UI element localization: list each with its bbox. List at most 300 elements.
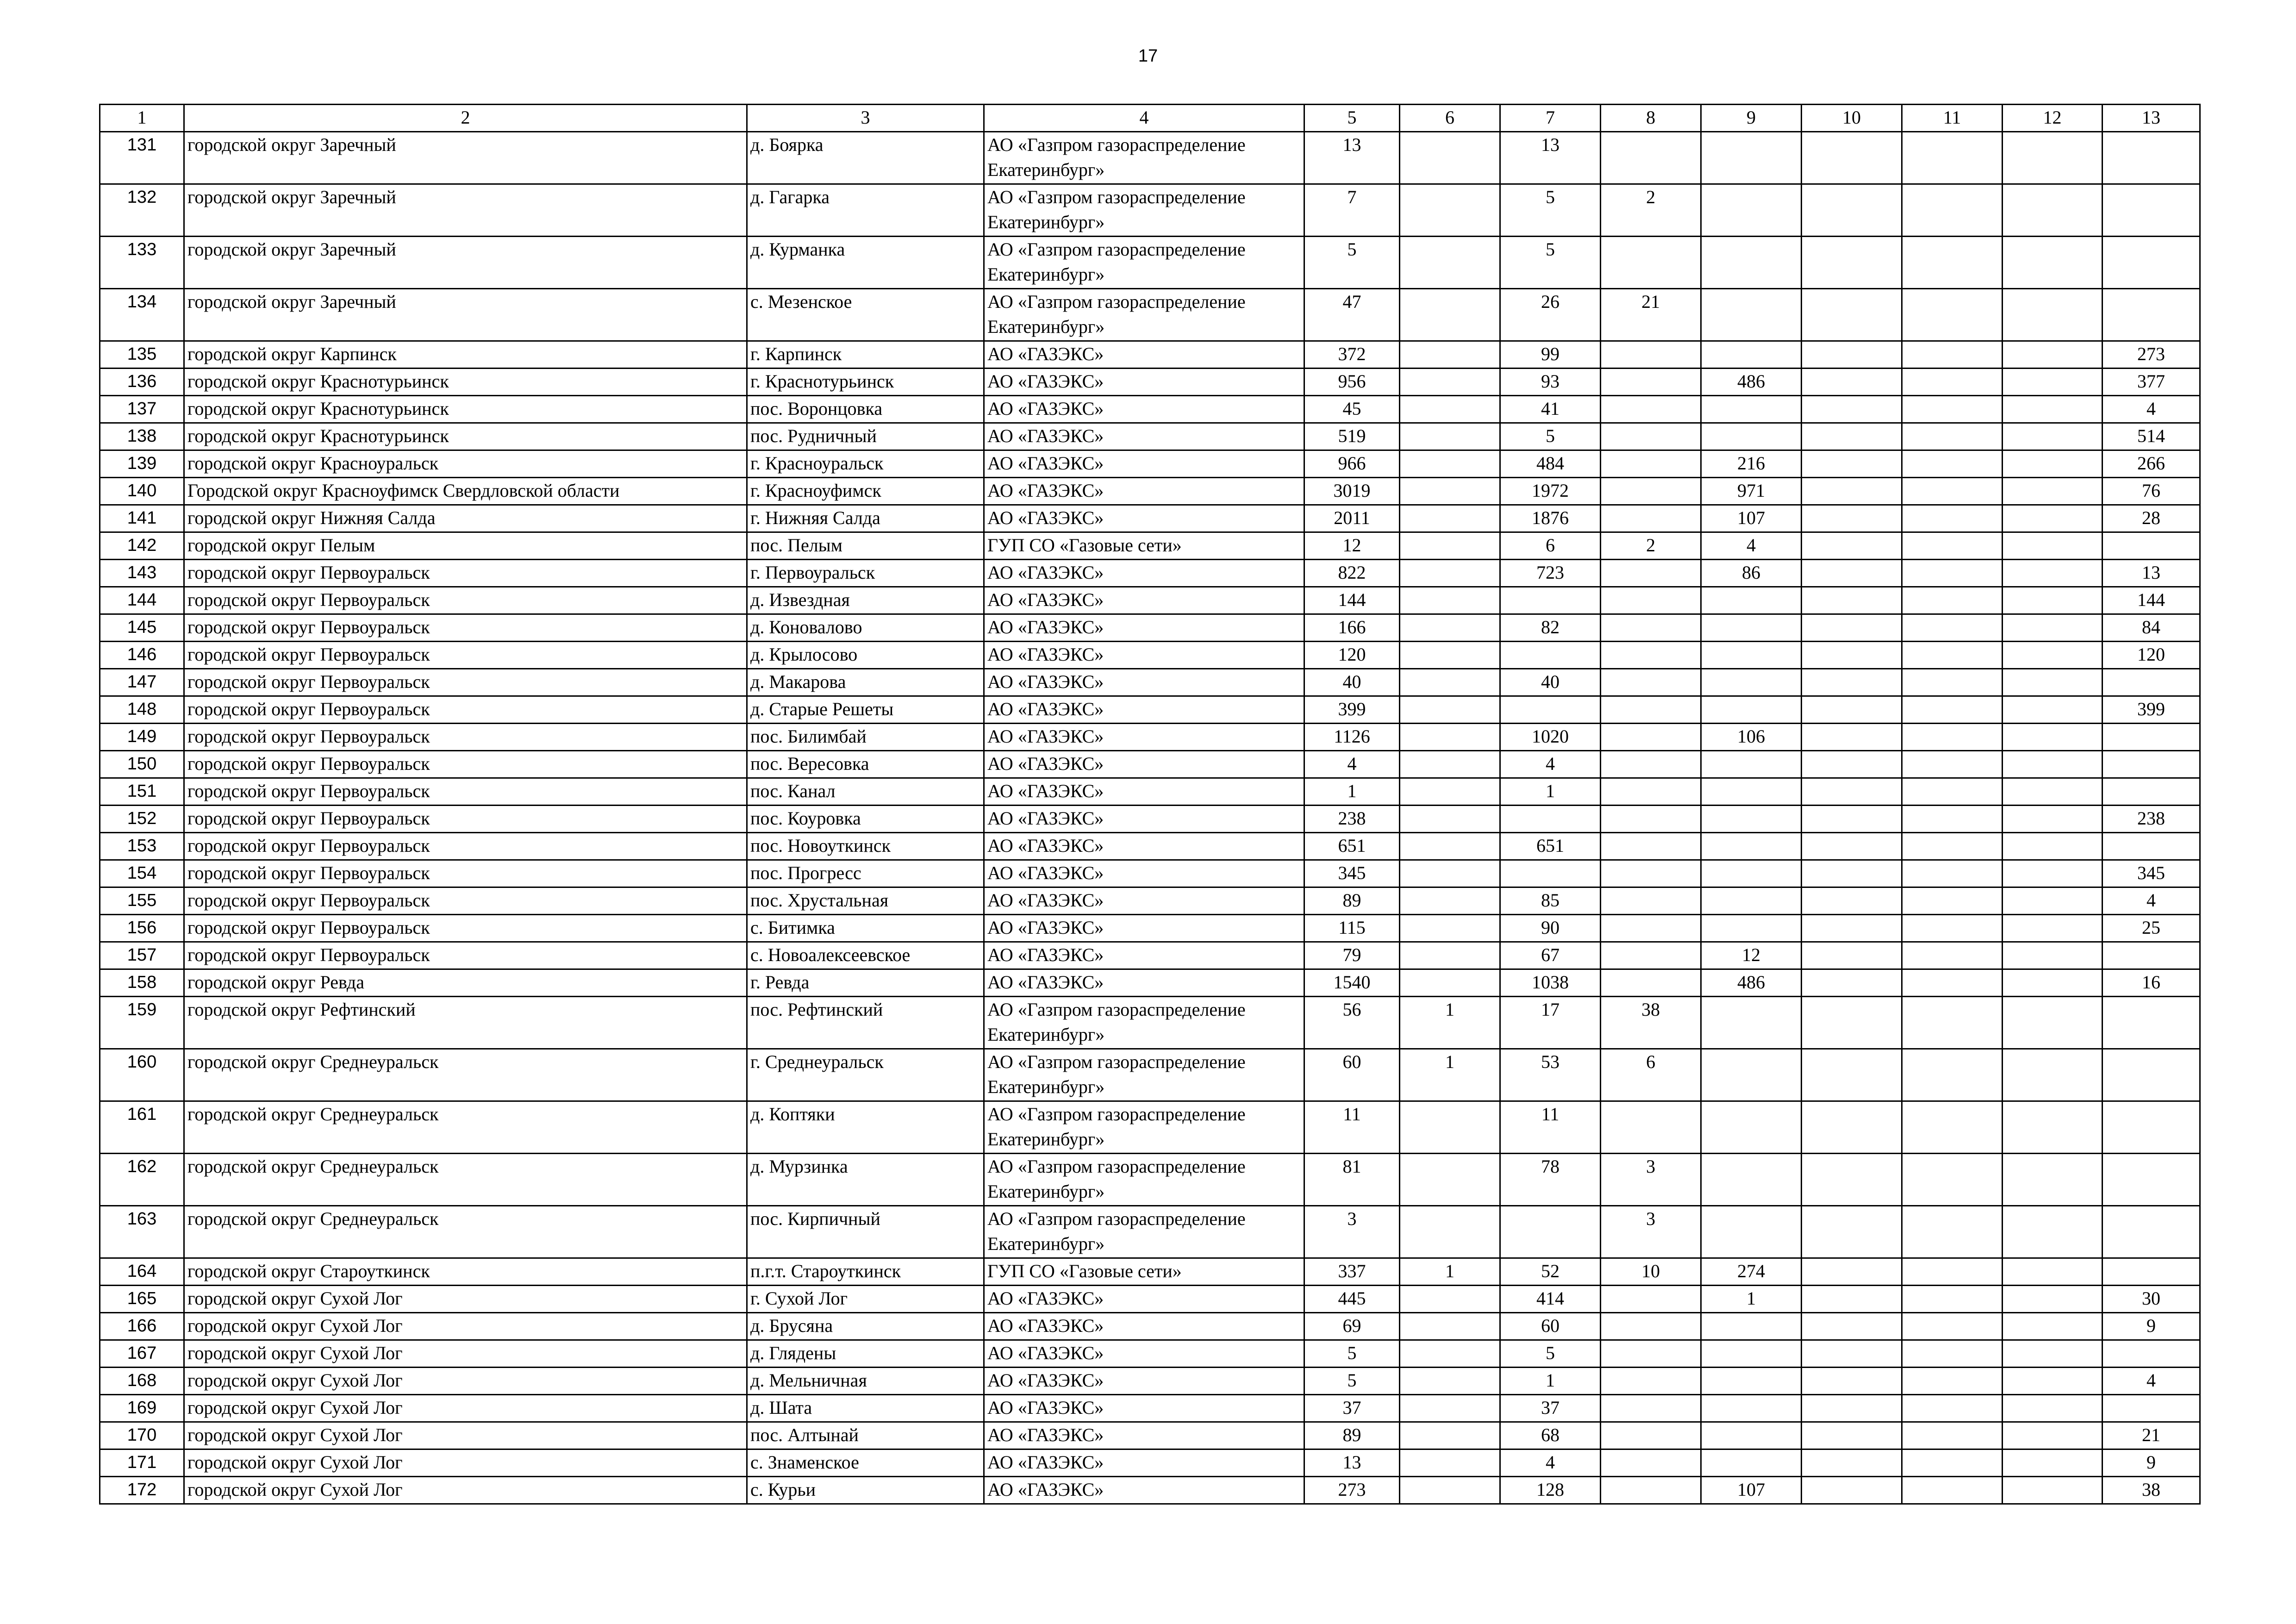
col11-cell — [1902, 1313, 2003, 1340]
row-number-cell: 136 — [100, 369, 184, 396]
col8-cell — [1601, 860, 1701, 887]
organization-cell: АО «ГАЗЭКС» — [984, 860, 1304, 887]
col6-cell — [1400, 614, 1500, 642]
municipality-cell: городской округ Первоуральск — [184, 860, 747, 887]
col11-cell — [1902, 833, 2003, 860]
col8-cell — [1601, 423, 1701, 450]
col6-cell — [1400, 560, 1500, 587]
column-number: 13 — [2103, 105, 2200, 132]
col12-cell — [2003, 532, 2103, 560]
row-number-cell: 143 — [100, 560, 184, 587]
col8-cell: 2 — [1601, 184, 1701, 237]
col13-cell: 25 — [2103, 915, 2200, 942]
col13-cell — [2103, 751, 2200, 778]
col10-cell — [1802, 642, 1902, 669]
col11-cell — [1902, 860, 2003, 887]
col8-cell — [1601, 1395, 1701, 1422]
col13-cell — [2103, 833, 2200, 860]
municipality-cell: Городской округ Красноуфимск Свердловской области — [184, 478, 747, 505]
row-number-cell: 159 — [100, 997, 184, 1049]
municipality-cell: городской округ Сухой Лог — [184, 1286, 747, 1313]
col6-cell: 1 — [1400, 1049, 1500, 1101]
col9-cell: 4 — [1701, 532, 1802, 560]
col13-cell: 514 — [2103, 423, 2200, 450]
settlement-cell: д. Коновалово — [747, 614, 984, 642]
row-number-cell: 170 — [100, 1422, 184, 1449]
col12-cell — [2003, 614, 2103, 642]
table-row — [100, 1422, 2200, 1449]
col9-cell — [1701, 1422, 1802, 1449]
municipality-cell: городской округ Краснотурьинск — [184, 369, 747, 396]
col5-cell: 956 — [1304, 369, 1400, 396]
col7-cell: 5 — [1500, 423, 1601, 450]
row-number-cell: 154 — [100, 860, 184, 887]
col5-cell: 56 — [1304, 997, 1400, 1049]
col12-cell — [2003, 1368, 2103, 1395]
col11-cell — [1902, 1395, 2003, 1422]
table-row — [100, 1313, 2200, 1340]
organization-cell: АО «Газпром газораспределение Екатеринбург» — [984, 1154, 1304, 1206]
column-number: 6 — [1400, 105, 1500, 132]
row-number-cell: 133 — [100, 237, 184, 289]
column-number: 5 — [1304, 105, 1400, 132]
col10-cell — [1802, 1049, 1902, 1101]
col6-cell — [1400, 642, 1500, 669]
col6-cell — [1400, 751, 1500, 778]
organization-cell: АО «ГАЗЭКС» — [984, 614, 1304, 642]
row-number-cell: 142 — [100, 532, 184, 560]
col8-cell — [1601, 587, 1701, 614]
col6-cell — [1400, 915, 1500, 942]
col6-cell — [1400, 1477, 1500, 1504]
col13-cell: 4 — [2103, 887, 2200, 915]
municipality-cell: городской округ Первоуральск — [184, 614, 747, 642]
col5-cell: 966 — [1304, 450, 1400, 478]
col13-cell — [2103, 532, 2200, 560]
organization-cell: АО «ГАЗЭКС» — [984, 806, 1304, 833]
column-number-row — [100, 105, 2200, 132]
col10-cell — [1802, 860, 1902, 887]
table-row — [100, 751, 2200, 778]
settlement-cell: пос. Коуровка — [747, 806, 984, 833]
col13-cell: 38 — [2103, 1477, 2200, 1504]
organization-cell: АО «ГАЗЭКС» — [984, 341, 1304, 369]
col10-cell — [1802, 132, 1902, 184]
col8-cell — [1601, 614, 1701, 642]
row-number-cell: 147 — [100, 669, 184, 696]
municipality-cell: городской округ Староуткинск — [184, 1258, 747, 1286]
col10-cell — [1802, 1422, 1902, 1449]
col10-cell — [1802, 184, 1902, 237]
col8-cell: 3 — [1601, 1154, 1701, 1206]
municipality-cell: городской округ Заречный — [184, 132, 747, 184]
col8-cell — [1601, 915, 1701, 942]
col11-cell — [1902, 1049, 2003, 1101]
col6-cell — [1400, 1422, 1500, 1449]
col12-cell — [2003, 724, 2103, 751]
municipality-cell: городской округ Заречный — [184, 289, 747, 341]
col9-cell — [1701, 642, 1802, 669]
col10-cell — [1802, 696, 1902, 724]
gasification-table — [99, 104, 2201, 1505]
col7-cell: 60 — [1500, 1313, 1601, 1340]
col5-cell: 89 — [1304, 887, 1400, 915]
municipality-cell: городской округ Ревда — [184, 969, 747, 997]
col7-cell: 37 — [1500, 1395, 1601, 1422]
row-number-cell: 162 — [100, 1154, 184, 1206]
col5-cell: 372 — [1304, 341, 1400, 369]
col11-cell — [1902, 778, 2003, 806]
col5-cell: 115 — [1304, 915, 1400, 942]
col13-cell: 4 — [2103, 1368, 2200, 1395]
col7-cell: 1 — [1500, 778, 1601, 806]
col7-cell: 128 — [1500, 1477, 1601, 1504]
municipality-cell: городской округ Пелым — [184, 532, 747, 560]
municipality-cell: городской округ Красноуральск — [184, 450, 747, 478]
col9-cell — [1701, 341, 1802, 369]
row-number-cell: 139 — [100, 450, 184, 478]
col6-cell — [1400, 132, 1500, 184]
col9-cell — [1701, 915, 1802, 942]
col8-cell — [1601, 1477, 1701, 1504]
col6-cell — [1400, 1313, 1500, 1340]
col6-cell — [1400, 860, 1500, 887]
col7-cell: 53 — [1500, 1049, 1601, 1101]
table-row — [100, 1340, 2200, 1368]
col10-cell — [1802, 997, 1902, 1049]
col9-cell — [1701, 1340, 1802, 1368]
row-number-cell: 165 — [100, 1286, 184, 1313]
municipality-cell: городской округ Первоуральск — [184, 560, 747, 587]
organization-cell: АО «ГАЗЭКС» — [984, 696, 1304, 724]
col6-cell — [1400, 1449, 1500, 1477]
table-row — [100, 132, 2200, 184]
municipality-cell: городской округ Первоуральск — [184, 642, 747, 669]
col5-cell: 11 — [1304, 1101, 1400, 1154]
col12-cell — [2003, 341, 2103, 369]
municipality-cell: городской округ Среднеуральск — [184, 1154, 747, 1206]
row-number-cell: 140 — [100, 478, 184, 505]
col7-cell: 13 — [1500, 132, 1601, 184]
column-number: 11 — [1902, 105, 2003, 132]
settlement-cell: пос. Рудничный — [747, 423, 984, 450]
col7-cell: 6 — [1500, 532, 1601, 560]
col6-cell — [1400, 1286, 1500, 1313]
col8-cell — [1601, 778, 1701, 806]
col12-cell — [2003, 560, 2103, 587]
municipality-cell: городской округ Сухой Лог — [184, 1449, 747, 1477]
col13-cell — [2103, 778, 2200, 806]
col12-cell — [2003, 942, 2103, 969]
col5-cell: 79 — [1304, 942, 1400, 969]
col12-cell — [2003, 1286, 2103, 1313]
col12-cell — [2003, 696, 2103, 724]
municipality-cell: городской округ Сухой Лог — [184, 1340, 747, 1368]
col10-cell — [1802, 478, 1902, 505]
col10-cell — [1802, 450, 1902, 478]
col10-cell — [1802, 1449, 1902, 1477]
col5-cell: 37 — [1304, 1395, 1400, 1422]
settlement-cell: д. Старые Решеты — [747, 696, 984, 724]
settlement-cell: г. Нижняя Салда — [747, 505, 984, 532]
col12-cell — [2003, 505, 2103, 532]
col11-cell — [1902, 587, 2003, 614]
row-number-cell: 157 — [100, 942, 184, 969]
col12-cell — [2003, 478, 2103, 505]
col8-cell — [1601, 450, 1701, 478]
col13-cell — [2103, 1340, 2200, 1368]
col6-cell: 1 — [1400, 997, 1500, 1049]
col5-cell: 89 — [1304, 1422, 1400, 1449]
col12-cell — [2003, 396, 2103, 423]
column-number: 12 — [2003, 105, 2103, 132]
col5-cell: 3 — [1304, 1206, 1400, 1258]
col13-cell: 4 — [2103, 396, 2200, 423]
settlement-cell: с. Курьи — [747, 1477, 984, 1504]
table-row — [100, 860, 2200, 887]
col5-cell: 273 — [1304, 1477, 1400, 1504]
col11-cell — [1902, 423, 2003, 450]
col8-cell — [1601, 132, 1701, 184]
settlement-cell: г. Среднеуральск — [747, 1049, 984, 1101]
col11-cell — [1902, 1368, 2003, 1395]
col13-cell — [2103, 132, 2200, 184]
column-number: 3 — [747, 105, 984, 132]
municipality-cell: городской округ Нижняя Салда — [184, 505, 747, 532]
col13-cell — [2103, 1049, 2200, 1101]
col9-cell: 1 — [1701, 1286, 1802, 1313]
col5-cell: 5 — [1304, 1368, 1400, 1395]
col12-cell — [2003, 1395, 2103, 1422]
municipality-cell: городской округ Первоуральск — [184, 751, 747, 778]
col11-cell — [1902, 1258, 2003, 1286]
col8-cell: 10 — [1601, 1258, 1701, 1286]
col12-cell — [2003, 1258, 2103, 1286]
row-number-cell: 152 — [100, 806, 184, 833]
col9-cell — [1701, 1101, 1802, 1154]
row-number-cell: 141 — [100, 505, 184, 532]
municipality-cell: городской округ Первоуральск — [184, 724, 747, 751]
col6-cell — [1400, 237, 1500, 289]
col8-cell — [1601, 369, 1701, 396]
row-number-cell: 138 — [100, 423, 184, 450]
column-number: 2 — [184, 105, 747, 132]
col12-cell — [2003, 1422, 2103, 1449]
col7-cell: 11 — [1500, 1101, 1601, 1154]
col6-cell — [1400, 1206, 1500, 1258]
col5-cell: 345 — [1304, 860, 1400, 887]
table-row — [100, 369, 2200, 396]
col6-cell — [1400, 184, 1500, 237]
table-row — [100, 887, 2200, 915]
table-row — [100, 341, 2200, 369]
col12-cell — [2003, 915, 2103, 942]
row-number-cell: 148 — [100, 696, 184, 724]
col8-cell — [1601, 969, 1701, 997]
table-row — [100, 642, 2200, 669]
col7-cell: 414 — [1500, 1286, 1601, 1313]
col11-cell — [1902, 751, 2003, 778]
municipality-cell: городской округ Первоуральск — [184, 942, 747, 969]
table-row — [100, 184, 2200, 237]
col9-cell: 12 — [1701, 942, 1802, 969]
col13-cell — [2103, 1258, 2200, 1286]
settlement-cell: пос. Алтынай — [747, 1422, 984, 1449]
municipality-cell: городской округ Первоуральск — [184, 778, 747, 806]
organization-cell: АО «ГАЗЭКС» — [984, 396, 1304, 423]
col8-cell — [1601, 751, 1701, 778]
organization-cell: АО «ГАЗЭКС» — [984, 1477, 1304, 1504]
row-number-cell: 172 — [100, 1477, 184, 1504]
settlement-cell: г. Красноуфимск — [747, 478, 984, 505]
col5-cell: 2011 — [1304, 505, 1400, 532]
organization-cell: АО «ГАЗЭКС» — [984, 423, 1304, 450]
col10-cell — [1802, 532, 1902, 560]
col5-cell: 12 — [1304, 532, 1400, 560]
col9-cell — [1701, 997, 1802, 1049]
col10-cell — [1802, 1340, 1902, 1368]
settlement-cell: пос. Воронцовка — [747, 396, 984, 423]
col12-cell — [2003, 1206, 2103, 1258]
col10-cell — [1802, 614, 1902, 642]
row-number-cell: 156 — [100, 915, 184, 942]
organization-cell: АО «ГАЗЭКС» — [984, 887, 1304, 915]
col6-cell — [1400, 1154, 1500, 1206]
col5-cell: 81 — [1304, 1154, 1400, 1206]
organization-cell: АО «ГАЗЭКС» — [984, 1340, 1304, 1368]
col10-cell — [1802, 778, 1902, 806]
col6-cell — [1400, 942, 1500, 969]
col8-cell — [1601, 396, 1701, 423]
col5-cell: 822 — [1304, 560, 1400, 587]
col11-cell — [1902, 724, 2003, 751]
col8-cell — [1601, 669, 1701, 696]
table-row — [100, 505, 2200, 532]
organization-cell: АО «ГАЗЭКС» — [984, 1449, 1304, 1477]
col9-cell — [1701, 1154, 1802, 1206]
column-number: 4 — [984, 105, 1304, 132]
col13-cell: 238 — [2103, 806, 2200, 833]
col10-cell — [1802, 806, 1902, 833]
col13-cell: 120 — [2103, 642, 2200, 669]
col6-cell — [1400, 1101, 1500, 1154]
settlement-cell: пос. Канал — [747, 778, 984, 806]
col10-cell — [1802, 1368, 1902, 1395]
col12-cell — [2003, 806, 2103, 833]
col13-cell — [2103, 997, 2200, 1049]
col5-cell: 1 — [1304, 778, 1400, 806]
col12-cell — [2003, 450, 2103, 478]
col8-cell — [1601, 942, 1701, 969]
col10-cell — [1802, 1258, 1902, 1286]
col9-cell: 971 — [1701, 478, 1802, 505]
col12-cell — [2003, 887, 2103, 915]
table-row — [100, 1449, 2200, 1477]
col9-cell: 274 — [1701, 1258, 1802, 1286]
organization-cell: АО «ГАЗЭКС» — [984, 751, 1304, 778]
col8-cell: 38 — [1601, 997, 1701, 1049]
col11-cell — [1902, 369, 2003, 396]
col7-cell — [1500, 1206, 1601, 1258]
col10-cell — [1802, 1101, 1902, 1154]
col7-cell: 68 — [1500, 1422, 1601, 1449]
col10-cell — [1802, 942, 1902, 969]
col7-cell: 1 — [1500, 1368, 1601, 1395]
col11-cell — [1902, 1206, 2003, 1258]
col9-cell: 86 — [1701, 560, 1802, 587]
municipality-cell: городской округ Среднеуральск — [184, 1206, 747, 1258]
col5-cell: 5 — [1304, 1340, 1400, 1368]
col7-cell: 1972 — [1500, 478, 1601, 505]
col8-cell — [1601, 505, 1701, 532]
settlement-cell: пос. Билимбай — [747, 724, 984, 751]
col13-cell: 9 — [2103, 1313, 2200, 1340]
row-number-cell: 158 — [100, 969, 184, 997]
col11-cell — [1902, 1101, 2003, 1154]
col5-cell: 399 — [1304, 696, 1400, 724]
col9-cell — [1701, 751, 1802, 778]
col6-cell — [1400, 450, 1500, 478]
municipality-cell: городской округ Первоуральск — [184, 833, 747, 860]
organization-cell: ГУП СО «Газовые сети» — [984, 1258, 1304, 1286]
table-row — [100, 532, 2200, 560]
col6-cell — [1400, 369, 1500, 396]
col10-cell — [1802, 423, 1902, 450]
settlement-cell: г. Сухой Лог — [747, 1286, 984, 1313]
organization-cell: АО «ГАЗЭКС» — [984, 505, 1304, 532]
col7-cell: 5 — [1500, 237, 1601, 289]
col8-cell — [1601, 1368, 1701, 1395]
col12-cell — [2003, 184, 2103, 237]
col5-cell: 5 — [1304, 237, 1400, 289]
col7-cell: 1876 — [1500, 505, 1601, 532]
settlement-cell: д. Крылосово — [747, 642, 984, 669]
col5-cell: 651 — [1304, 833, 1400, 860]
settlement-cell: с. Мезенское — [747, 289, 984, 341]
municipality-cell: городской округ Сухой Лог — [184, 1477, 747, 1504]
col13-cell: 377 — [2103, 369, 2200, 396]
col5-cell: 1126 — [1304, 724, 1400, 751]
col6-cell — [1400, 587, 1500, 614]
organization-cell: АО «Газпром газораспределение Екатеринбург» — [984, 1049, 1304, 1101]
organization-cell: АО «ГАЗЭКС» — [984, 1422, 1304, 1449]
col11-cell — [1902, 132, 2003, 184]
col11-cell — [1902, 560, 2003, 587]
settlement-cell: с. Битимка — [747, 915, 984, 942]
table-row — [100, 237, 2200, 289]
municipality-cell: городской округ Заречный — [184, 237, 747, 289]
col6-cell — [1400, 724, 1500, 751]
col7-cell — [1500, 587, 1601, 614]
municipality-cell: городской округ Первоуральск — [184, 587, 747, 614]
col8-cell: 2 — [1601, 532, 1701, 560]
col8-cell — [1601, 642, 1701, 669]
col10-cell — [1802, 289, 1902, 341]
col11-cell — [1902, 396, 2003, 423]
col5-cell: 69 — [1304, 1313, 1400, 1340]
municipality-cell: городской округ Карпинск — [184, 341, 747, 369]
col7-cell: 4 — [1500, 751, 1601, 778]
col11-cell — [1902, 942, 2003, 969]
organization-cell: АО «ГАЗЭКС» — [984, 942, 1304, 969]
column-number: 1 — [100, 105, 184, 132]
col11-cell — [1902, 997, 2003, 1049]
col7-cell: 651 — [1500, 833, 1601, 860]
col5-cell: 7 — [1304, 184, 1400, 237]
organization-cell: АО «ГАЗЭКС» — [984, 669, 1304, 696]
col12-cell — [2003, 997, 2103, 1049]
settlement-cell: пос. Кирпичный — [747, 1206, 984, 1258]
